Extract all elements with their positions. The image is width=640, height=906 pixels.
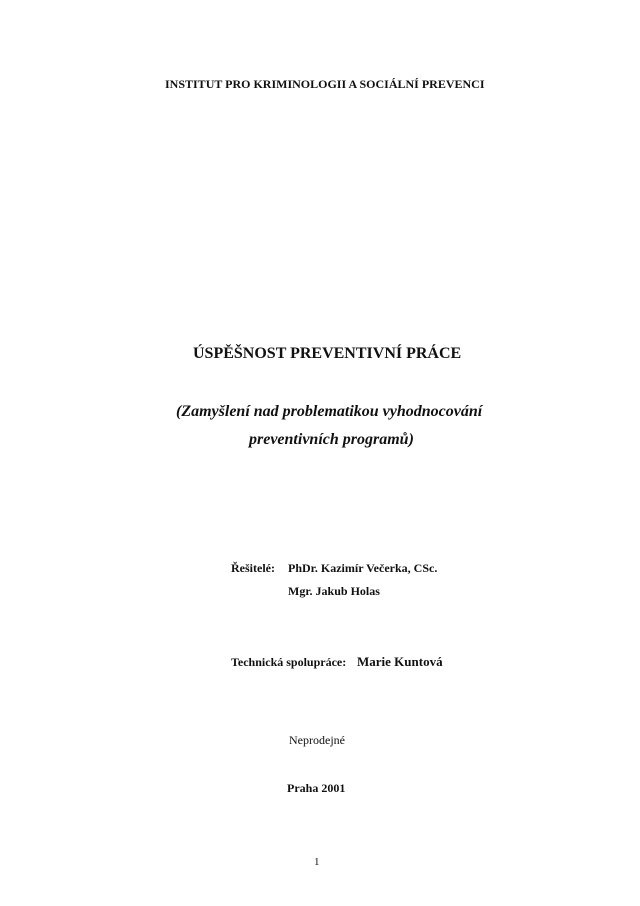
author-name-1: PhDr. Kazimír Večerka, CSc.	[288, 561, 438, 575]
authors-label: Řešitelé:	[231, 561, 275, 575]
place-and-year: Praha 2001	[287, 781, 346, 795]
technical-cooperation-label: Technická spolupráce:	[231, 655, 347, 669]
not-for-sale-note: Neprodejné	[289, 733, 345, 747]
author-name-2: Mgr. Jakub Holas	[288, 584, 380, 598]
document-subtitle-line-1: (Zamyšlení nad problematikou vyhodnocování	[176, 403, 483, 420]
page-number: 1	[314, 856, 320, 868]
technical-cooperation-name: Marie Kuntová	[357, 654, 443, 669]
document-title: ÚSPĚŠNOST PREVENTIVNÍ PRÁCE	[193, 345, 462, 362]
document-subtitle-line-2: preventivních programů)	[249, 431, 414, 448]
institute-name: INSTITUT PRO KRIMINOLOGII A SOCIÁLNÍ PREVENCI	[165, 77, 485, 91]
